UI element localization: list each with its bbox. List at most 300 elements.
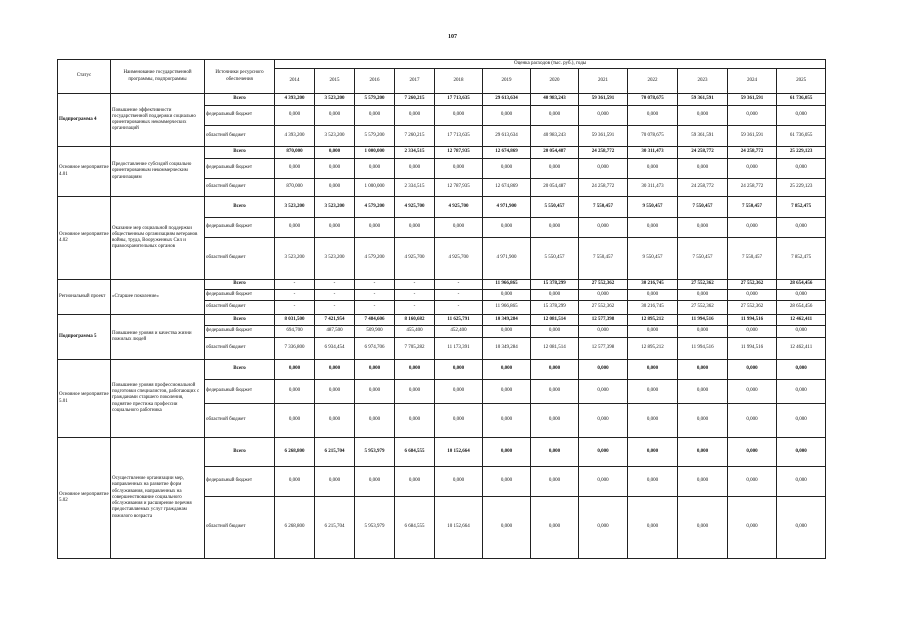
value-cell: 0,000 bbox=[531, 497, 579, 559]
value-cell: 7 550,457 bbox=[579, 238, 628, 280]
value-cell: 6 684,555 bbox=[395, 438, 435, 467]
value-cell: 694,700 bbox=[275, 326, 315, 338]
value-cell: 11 625,791 bbox=[435, 315, 483, 326]
value-cell: 0,000 bbox=[483, 218, 531, 238]
value-cell: 59 361,591 bbox=[728, 126, 777, 147]
value-cell: 0,000 bbox=[483, 290, 531, 301]
value-cell: 0,000 bbox=[315, 179, 355, 197]
value-cell: 6 934,454 bbox=[315, 338, 355, 360]
status-cell: Подпрограмма 4 bbox=[58, 94, 111, 147]
value-cell: 1 000,000 bbox=[355, 179, 395, 197]
value-cell: 4 925,700 bbox=[435, 197, 483, 218]
value-cell: 0,000 bbox=[275, 159, 315, 179]
value-cell: 59 361,591 bbox=[728, 94, 777, 106]
value-cell: 0,000 bbox=[275, 218, 315, 238]
source-cell: Всего bbox=[205, 360, 275, 380]
value-cell: 12 895,212 bbox=[628, 315, 678, 326]
value-cell: 0,000 bbox=[579, 326, 628, 338]
value-cell: 28 654,456 bbox=[777, 280, 826, 290]
value-cell: 0,000 bbox=[728, 218, 777, 238]
value-cell: 25 229,123 bbox=[777, 147, 826, 159]
value-cell: 0,000 bbox=[728, 326, 777, 338]
value-cell: 0,000 bbox=[483, 497, 531, 559]
value-cell: 7 550,457 bbox=[678, 197, 728, 218]
source-cell: областной бюджет bbox=[205, 179, 275, 197]
value-cell: 0,000 bbox=[728, 467, 777, 497]
value-cell: 59 361,591 bbox=[579, 94, 628, 106]
value-cell: 11 994,516 bbox=[678, 338, 728, 360]
status-cell: Основное мероприятие 5.01 bbox=[58, 360, 111, 438]
page-number: 107 bbox=[448, 34, 457, 40]
value-cell: 0,000 bbox=[315, 106, 355, 126]
value-cell: 3 523,200 bbox=[315, 238, 355, 280]
source-cell: федеральный бюджет bbox=[205, 218, 275, 238]
value-cell: 40 983,243 bbox=[531, 94, 579, 106]
value-cell: 0,000 bbox=[628, 218, 678, 238]
value-cell: 7 550,457 bbox=[678, 238, 728, 280]
value-cell: 0,000 bbox=[777, 438, 826, 467]
value-cell: 0,000 bbox=[628, 290, 678, 301]
value-cell: 24 258,772 bbox=[579, 179, 628, 197]
value-cell: 0,000 bbox=[275, 467, 315, 497]
value-cell: 24 258,772 bbox=[579, 147, 628, 159]
source-cell: Всего bbox=[205, 94, 275, 106]
value-cell: 0,000 bbox=[531, 106, 579, 126]
value-cell: - bbox=[275, 290, 315, 301]
value-cell: 0,000 bbox=[483, 360, 531, 380]
program-name-cell: «Старшее поколение» bbox=[111, 280, 205, 315]
value-cell: 0,000 bbox=[531, 159, 579, 179]
value-cell: 0,000 bbox=[777, 467, 826, 497]
source-cell: федеральный бюджет bbox=[205, 467, 275, 497]
value-cell: 0,000 bbox=[435, 404, 483, 438]
value-cell: 61 736,055 bbox=[777, 126, 826, 147]
status-cell: Основное мероприятие 4.02 bbox=[58, 197, 111, 280]
value-cell: 0,000 bbox=[315, 218, 355, 238]
value-cell: 4 925,700 bbox=[395, 197, 435, 218]
value-cell: 0,000 bbox=[483, 326, 531, 338]
value-cell: 0,000 bbox=[777, 218, 826, 238]
value-cell: - bbox=[355, 290, 395, 301]
year-header: 2023 bbox=[678, 69, 728, 94]
value-cell: 0,000 bbox=[483, 380, 531, 404]
value-cell: 0,000 bbox=[579, 497, 628, 559]
value-cell: - bbox=[315, 301, 355, 315]
value-cell: 11 994,516 bbox=[728, 315, 777, 326]
value-cell: 11 966,865 bbox=[483, 280, 531, 290]
value-cell: 0,000 bbox=[395, 467, 435, 497]
value-cell: 12 674,869 bbox=[483, 179, 531, 197]
value-cell: 0,000 bbox=[628, 106, 678, 126]
source-cell: федеральный бюджет bbox=[205, 380, 275, 404]
value-cell: 0,000 bbox=[628, 467, 678, 497]
value-cell: 0,000 bbox=[579, 106, 628, 126]
table-body bbox=[58, 94, 826, 559]
value-cell: 0,000 bbox=[435, 380, 483, 404]
program-name-cell: Повышение уровня профессиональной подготовки специалистов, работающих с гражданами старшего поколения, поднятие престижа профессии социального работника bbox=[111, 360, 205, 438]
value-cell: 0,000 bbox=[777, 497, 826, 559]
value-cell: 0,000 bbox=[728, 380, 777, 404]
program-name-cell: Повышение эффективности государственной поддержки социально ориентированных некоммерческих организаций bbox=[111, 94, 205, 147]
value-cell: 0,000 bbox=[579, 159, 628, 179]
value-cell: 0,000 bbox=[435, 360, 483, 380]
value-cell: 4 925,700 bbox=[395, 238, 435, 280]
value-cell: 30 311,473 bbox=[628, 179, 678, 197]
value-cell: 27 552,362 bbox=[728, 301, 777, 315]
value-cell: 12 081,514 bbox=[531, 338, 579, 360]
value-cell: 487,500 bbox=[315, 326, 355, 338]
value-cell: 0,000 bbox=[579, 404, 628, 438]
value-cell: 7 852,475 bbox=[777, 197, 826, 218]
year-header: 2020 bbox=[531, 69, 579, 94]
value-cell: 20 054,487 bbox=[531, 147, 579, 159]
value-cell: 6 215,704 bbox=[315, 438, 355, 467]
value-cell: 24 258,772 bbox=[678, 179, 728, 197]
value-cell: 0,000 bbox=[531, 290, 579, 301]
value-cell: 40 983,243 bbox=[531, 126, 579, 147]
year-header: 2015 bbox=[315, 69, 355, 94]
value-cell: 27 552,362 bbox=[728, 280, 777, 290]
value-cell: 0,000 bbox=[483, 106, 531, 126]
value-cell: 0,000 bbox=[435, 159, 483, 179]
value-cell: 5 550,457 bbox=[531, 197, 579, 218]
value-cell: 0,000 bbox=[395, 360, 435, 380]
value-cell: 0,000 bbox=[579, 360, 628, 380]
value-cell: 0,000 bbox=[395, 404, 435, 438]
value-cell: 0,000 bbox=[355, 404, 395, 438]
value-cell: 8 031,500 bbox=[275, 315, 315, 326]
value-cell: 17 713,635 bbox=[435, 126, 483, 147]
value-cell: 0,000 bbox=[395, 380, 435, 404]
table-row bbox=[58, 147, 826, 159]
value-cell: 4 579,200 bbox=[355, 197, 395, 218]
value-cell: 870,000 bbox=[275, 179, 315, 197]
value-cell: 0,000 bbox=[777, 326, 826, 338]
value-cell: 0,000 bbox=[678, 290, 728, 301]
value-cell: 12 895,212 bbox=[628, 338, 678, 360]
value-cell: 0,000 bbox=[483, 404, 531, 438]
source-cell: областной бюджет bbox=[205, 497, 275, 559]
value-cell: 6 268,800 bbox=[275, 497, 315, 559]
value-cell: 0,000 bbox=[777, 290, 826, 301]
value-cell: 12 577,398 bbox=[579, 338, 628, 360]
value-cell: 15 378,299 bbox=[531, 301, 579, 315]
program-name-cell: Предоставление субсидий социально ориентированным некоммерческим организациям bbox=[111, 147, 205, 197]
value-cell: 4 579,200 bbox=[355, 238, 395, 280]
value-cell: - bbox=[395, 280, 435, 290]
value-cell: 30 216,745 bbox=[628, 280, 678, 290]
year-header: 2021 bbox=[579, 69, 628, 94]
value-cell: 0,000 bbox=[678, 438, 728, 467]
value-cell: - bbox=[355, 280, 395, 290]
year-header: 2016 bbox=[355, 69, 395, 94]
year-header: 2024 bbox=[728, 69, 777, 94]
source-cell: федеральный бюджет bbox=[205, 159, 275, 179]
year-header: 2022 bbox=[628, 69, 678, 94]
value-cell: 7 260,215 bbox=[395, 94, 435, 106]
value-cell: 61 736,055 bbox=[777, 94, 826, 106]
value-cell: 29 613,634 bbox=[483, 94, 531, 106]
value-cell: 4 925,700 bbox=[435, 238, 483, 280]
value-cell: 2 334,515 bbox=[395, 147, 435, 159]
value-cell: 0,000 bbox=[395, 106, 435, 126]
value-cell: 0,000 bbox=[315, 467, 355, 497]
budget-table bbox=[57, 59, 826, 559]
value-cell: 0,000 bbox=[531, 326, 579, 338]
status-cell: Основное мероприятие 5.02 bbox=[58, 438, 111, 559]
year-header: 2018 bbox=[435, 69, 483, 94]
value-cell: 27 552,362 bbox=[678, 301, 728, 315]
value-cell: 9 550,457 bbox=[628, 197, 678, 218]
value-cell: 0,000 bbox=[275, 380, 315, 404]
value-cell: 0,000 bbox=[777, 380, 826, 404]
value-cell: 17 713,635 bbox=[435, 94, 483, 106]
value-cell: 0,000 bbox=[777, 404, 826, 438]
value-cell: 0,000 bbox=[678, 218, 728, 238]
value-cell: 24 258,772 bbox=[678, 147, 728, 159]
value-cell: 0,000 bbox=[435, 106, 483, 126]
value-cell: 12 577,398 bbox=[579, 315, 628, 326]
year-header: 2019 bbox=[483, 69, 531, 94]
source-cell: федеральный бюджет bbox=[205, 290, 275, 301]
value-cell: 7 852,475 bbox=[777, 238, 826, 280]
value-cell: 7 550,457 bbox=[579, 197, 628, 218]
value-cell: 11 994,516 bbox=[678, 315, 728, 326]
value-cell: 455,400 bbox=[395, 326, 435, 338]
value-cell: 12 674,869 bbox=[483, 147, 531, 159]
value-cell: 7 550,457 bbox=[728, 197, 777, 218]
value-cell: 0,000 bbox=[678, 497, 728, 559]
value-cell: 0,000 bbox=[435, 218, 483, 238]
value-cell: 0,000 bbox=[531, 438, 579, 467]
value-cell: 0,000 bbox=[315, 380, 355, 404]
value-cell: 27 552,362 bbox=[678, 280, 728, 290]
value-cell: 870,000 bbox=[275, 147, 315, 159]
status-cell: Основное мероприятие 4.01 bbox=[58, 147, 111, 197]
value-cell: 0,000 bbox=[275, 360, 315, 380]
value-cell: 0,000 bbox=[531, 380, 579, 404]
value-cell: 10 349,284 bbox=[483, 338, 531, 360]
value-cell: 6 215,704 bbox=[315, 497, 355, 559]
value-cell: 5 579,200 bbox=[355, 126, 395, 147]
source-cell: областной бюджет bbox=[205, 238, 275, 280]
value-cell: 0,000 bbox=[678, 360, 728, 380]
value-cell: 59 361,591 bbox=[678, 126, 728, 147]
value-cell: 9 550,457 bbox=[628, 238, 678, 280]
value-cell: 0,000 bbox=[579, 218, 628, 238]
value-cell: 0,000 bbox=[355, 380, 395, 404]
value-cell: 27 552,362 bbox=[579, 280, 628, 290]
value-cell: 6 268,800 bbox=[275, 438, 315, 467]
value-cell: 10 152,664 bbox=[435, 438, 483, 467]
value-cell: - bbox=[315, 280, 355, 290]
value-cell: 3 523,200 bbox=[315, 126, 355, 147]
value-cell: 0,000 bbox=[579, 467, 628, 497]
value-cell: 0,000 bbox=[315, 147, 355, 159]
value-cell: 0,000 bbox=[628, 326, 678, 338]
value-cell: - bbox=[395, 290, 435, 301]
value-cell: - bbox=[435, 301, 483, 315]
value-cell: 0,000 bbox=[531, 404, 579, 438]
value-cell: 0,000 bbox=[728, 290, 777, 301]
value-cell: 8 160,682 bbox=[395, 315, 435, 326]
value-cell: 10 349,284 bbox=[483, 315, 531, 326]
value-cell: 0,000 bbox=[355, 360, 395, 380]
value-cell: 0,000 bbox=[355, 159, 395, 179]
value-cell: 509,900 bbox=[355, 326, 395, 338]
value-cell: 0,000 bbox=[628, 438, 678, 467]
table-row bbox=[58, 94, 826, 106]
value-cell: 4 971,900 bbox=[483, 238, 531, 280]
value-cell: 452,400 bbox=[435, 326, 483, 338]
header-estimate: Оценка расходов (тыс. руб.), годы bbox=[275, 60, 826, 69]
table-row bbox=[58, 315, 826, 326]
value-cell: 27 552,362 bbox=[579, 301, 628, 315]
value-cell: 12 462,411 bbox=[777, 338, 826, 360]
value-cell: 12 787,935 bbox=[435, 179, 483, 197]
value-cell: 7 550,457 bbox=[728, 238, 777, 280]
value-cell: 0,000 bbox=[728, 404, 777, 438]
value-cell: 7 421,954 bbox=[315, 315, 355, 326]
year-header: 2017 bbox=[395, 69, 435, 94]
value-cell: 70 078,675 bbox=[628, 126, 678, 147]
value-cell: 0,000 bbox=[728, 159, 777, 179]
value-cell: - bbox=[275, 301, 315, 315]
value-cell: 0,000 bbox=[275, 106, 315, 126]
value-cell: 0,000 bbox=[483, 159, 531, 179]
program-name-cell: Повышение уровня и качества жизни пожилых людей bbox=[111, 315, 205, 360]
value-cell: 2 334,515 bbox=[395, 179, 435, 197]
source-cell: Всего bbox=[205, 315, 275, 326]
value-cell: 0,000 bbox=[728, 106, 777, 126]
value-cell: 0,000 bbox=[678, 326, 728, 338]
header-name: Наименование государственной программы, подпрограммы bbox=[111, 60, 205, 94]
value-cell: 59 361,591 bbox=[579, 126, 628, 147]
value-cell: 0,000 bbox=[395, 159, 435, 179]
value-cell: 0,000 bbox=[628, 360, 678, 380]
value-cell: - bbox=[435, 280, 483, 290]
program-name-cell: Оказание мер социальной поддержки общественным организациям ветеранов войны, труда, Вооруженных Сил и правоохранительных органов bbox=[111, 197, 205, 280]
value-cell: 0,000 bbox=[355, 106, 395, 126]
value-cell: 25 229,123 bbox=[777, 179, 826, 197]
value-cell: 0,000 bbox=[531, 218, 579, 238]
value-cell: 0,000 bbox=[628, 380, 678, 404]
table-row bbox=[58, 360, 826, 380]
value-cell: 29 613,634 bbox=[483, 126, 531, 147]
value-cell: 0,000 bbox=[728, 360, 777, 380]
source-cell: областной бюджет bbox=[205, 404, 275, 438]
value-cell: 0,000 bbox=[531, 360, 579, 380]
value-cell: 70 078,675 bbox=[628, 94, 678, 106]
value-cell: 0,000 bbox=[315, 159, 355, 179]
value-cell: 0,000 bbox=[275, 404, 315, 438]
value-cell: 0,000 bbox=[435, 467, 483, 497]
value-cell: 0,000 bbox=[355, 218, 395, 238]
value-cell: 4 393,200 bbox=[275, 94, 315, 106]
value-cell: 0,000 bbox=[678, 467, 728, 497]
value-cell: 5 953,979 bbox=[355, 497, 395, 559]
value-cell: 0,000 bbox=[678, 404, 728, 438]
value-cell: 7 484,606 bbox=[355, 315, 395, 326]
value-cell: 5 953,979 bbox=[355, 438, 395, 467]
value-cell: 0,000 bbox=[395, 218, 435, 238]
value-cell: 0,000 bbox=[355, 467, 395, 497]
value-cell: 0,000 bbox=[728, 497, 777, 559]
table-row bbox=[58, 280, 826, 290]
value-cell: 0,000 bbox=[777, 159, 826, 179]
value-cell: - bbox=[435, 290, 483, 301]
value-cell: 0,000 bbox=[483, 467, 531, 497]
value-cell: 12 462,411 bbox=[777, 315, 826, 326]
source-cell: Всего bbox=[205, 438, 275, 467]
value-cell: 0,000 bbox=[678, 380, 728, 404]
year-header: 2014 bbox=[275, 69, 315, 94]
value-cell: 0,000 bbox=[579, 290, 628, 301]
value-cell: 20 054,487 bbox=[531, 179, 579, 197]
value-cell: 0,000 bbox=[728, 438, 777, 467]
value-cell: 24 258,772 bbox=[728, 147, 777, 159]
value-cell: 5 550,457 bbox=[531, 238, 579, 280]
value-cell: 11 173,391 bbox=[435, 338, 483, 360]
value-cell: 10 152,664 bbox=[435, 497, 483, 559]
value-cell: 0,000 bbox=[315, 360, 355, 380]
value-cell: 6 974,706 bbox=[355, 338, 395, 360]
header-sources: Источники ресурсного обеспечения bbox=[205, 60, 275, 94]
value-cell: 0,000 bbox=[628, 497, 678, 559]
value-cell: - bbox=[395, 301, 435, 315]
source-cell: областной бюджет bbox=[205, 126, 275, 147]
value-cell: 0,000 bbox=[579, 438, 628, 467]
year-header: 2025 bbox=[777, 69, 826, 94]
value-cell: 12 081,514 bbox=[531, 315, 579, 326]
value-cell: 7 336,800 bbox=[275, 338, 315, 360]
header-status: Статус bbox=[58, 60, 111, 94]
program-name-cell: Осуществление организации мер, направленных на развитие форм обслуживания, направленных на совершенствование социального обслуживания и расширение перечня предоставляемых услуг гражданам пожилого возраста bbox=[111, 438, 205, 559]
value-cell: 3 523,200 bbox=[315, 94, 355, 106]
value-cell: 0,000 bbox=[628, 159, 678, 179]
value-cell: - bbox=[355, 301, 395, 315]
value-cell: 3 523,200 bbox=[315, 197, 355, 218]
value-cell: 0,000 bbox=[628, 404, 678, 438]
value-cell: 7 260,215 bbox=[395, 126, 435, 147]
table-row bbox=[58, 438, 826, 467]
value-cell: - bbox=[315, 290, 355, 301]
source-cell: федеральный бюджет bbox=[205, 326, 275, 338]
source-cell: областной бюджет bbox=[205, 338, 275, 360]
value-cell: 0,000 bbox=[483, 438, 531, 467]
source-cell: Всего bbox=[205, 147, 275, 159]
value-cell: 30 311,473 bbox=[628, 147, 678, 159]
value-cell: 4 393,200 bbox=[275, 126, 315, 147]
value-cell: 24 258,772 bbox=[728, 179, 777, 197]
value-cell: 12 787,935 bbox=[435, 147, 483, 159]
value-cell: 59 361,591 bbox=[678, 94, 728, 106]
value-cell: 0,000 bbox=[579, 380, 628, 404]
value-cell: 0,000 bbox=[315, 404, 355, 438]
value-cell: 0,000 bbox=[777, 360, 826, 380]
value-cell: 0,000 bbox=[678, 159, 728, 179]
value-cell: 15 378,299 bbox=[531, 280, 579, 290]
value-cell: 1 000,000 bbox=[355, 147, 395, 159]
value-cell: 3 523,200 bbox=[275, 238, 315, 280]
source-cell: областной бюджет bbox=[205, 301, 275, 315]
value-cell: 0,000 bbox=[678, 106, 728, 126]
value-cell: 11 966,865 bbox=[483, 301, 531, 315]
value-cell: 6 684,555 bbox=[395, 497, 435, 559]
value-cell: 30 216,745 bbox=[628, 301, 678, 315]
source-cell: федеральный бюджет bbox=[205, 106, 275, 126]
value-cell: 11 994,516 bbox=[728, 338, 777, 360]
